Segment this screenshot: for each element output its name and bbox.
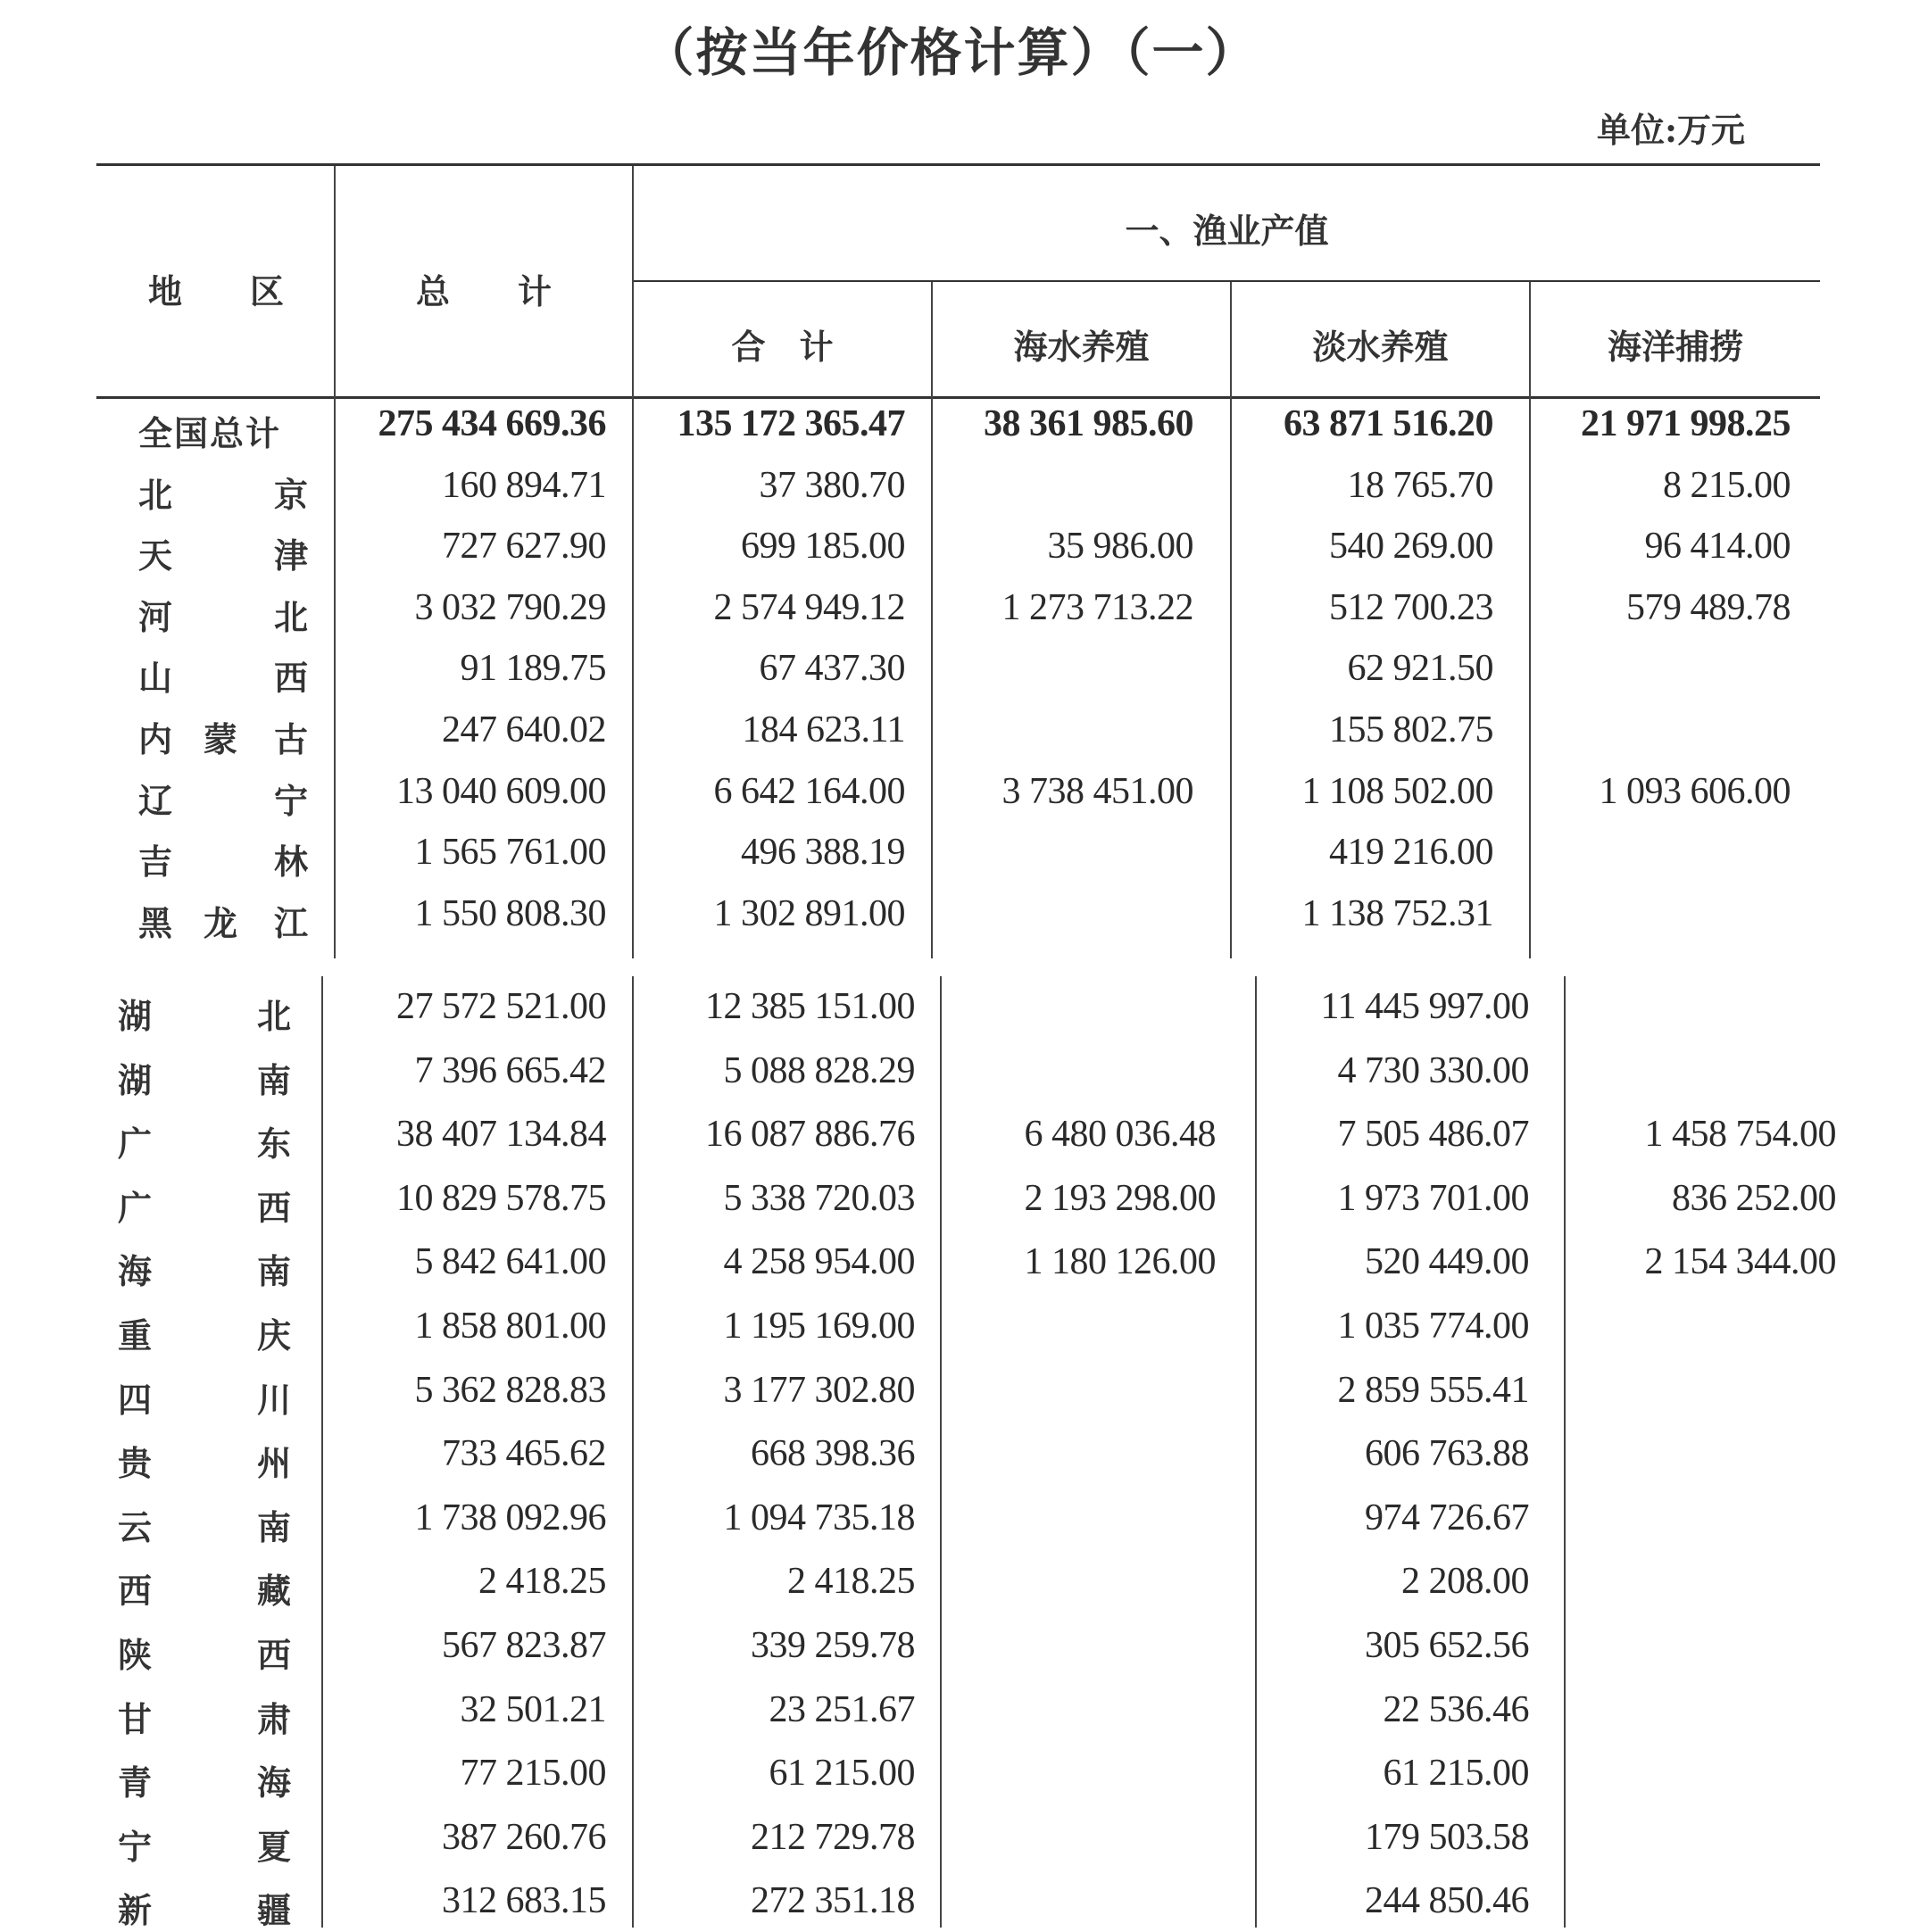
table-cell: 1 180 126.00 [1024, 1241, 1216, 1283]
table-cell: 7 396 665.42 [414, 1049, 606, 1091]
header-freshwater: 淡水养殖 [1312, 327, 1449, 367]
group-rule [632, 280, 1820, 282]
region-label: 青 [118, 1762, 153, 1803]
table-cell: 5 088 828.29 [723, 1049, 915, 1091]
table-cell: 2 418.25 [478, 1561, 606, 1603]
region-label: 蒙 [204, 719, 238, 759]
table-cell: 3 738 451.00 [1001, 770, 1193, 812]
table-cell: 699 185.00 [741, 526, 905, 568]
table-cell: 5 362 828.83 [414, 1369, 606, 1411]
region-label: 西 [274, 658, 309, 699]
table-cell: 77 215.00 [460, 1753, 606, 1795]
table-cell: 61 215.00 [769, 1753, 915, 1795]
table-cell: 1 093 606.00 [1599, 770, 1791, 812]
region-label: 江 [274, 902, 309, 943]
table-cell: 155 802.75 [1329, 709, 1493, 750]
region-label: 甘 [118, 1698, 153, 1739]
table-cell: 6 480 036.48 [1024, 1114, 1216, 1156]
region-label: 广 [118, 1124, 153, 1165]
header-bottom-rule [96, 396, 1820, 399]
table-cell: 12 385 151.00 [705, 986, 915, 1027]
table-cell: 37 380.70 [759, 464, 905, 506]
region-label: 广 [118, 1187, 153, 1228]
region-label: 南 [257, 1251, 292, 1292]
region-label: 东 [257, 1124, 292, 1165]
region-label: 南 [257, 1506, 292, 1547]
table-cell: 61 215.00 [1383, 1753, 1529, 1795]
table-cell: 512 700.23 [1329, 586, 1493, 628]
table-cell: 244 850.46 [1365, 1880, 1529, 1922]
table-cell: 272 351.18 [751, 1880, 915, 1922]
region-label: 州 [257, 1443, 292, 1484]
region-label: 古 [274, 719, 309, 759]
table-cell: 5 338 720.03 [723, 1177, 915, 1219]
table-cell: 212 729.78 [751, 1816, 915, 1858]
col-divider [321, 976, 323, 1928]
col-divider [632, 166, 634, 958]
table-cell: 27 572 521.00 [396, 986, 606, 1027]
table-cell: 275 434 669.36 [378, 403, 606, 444]
header-fishery-group: 一、渔业产值 [1125, 211, 1329, 251]
table-cell: 3 177 302.80 [723, 1369, 915, 1411]
table-cell: 974 726.67 [1365, 1497, 1529, 1538]
table-cell: 312 683.15 [442, 1880, 606, 1922]
table-cell: 160 894.71 [442, 464, 606, 506]
table-cell: 11 445 997.00 [1320, 986, 1529, 1027]
table-cell: 38 407 134.84 [396, 1114, 606, 1156]
table-cell: 32 501.21 [460, 1688, 606, 1730]
region-label: 吉 [138, 842, 173, 883]
top-rule [96, 163, 1820, 166]
table-cell: 7 505 486.07 [1337, 1114, 1529, 1156]
region-label: 陕 [118, 1635, 153, 1675]
col-divider [931, 282, 933, 958]
table-cell: 668 398.36 [751, 1433, 915, 1475]
header-mariculture: 海水养殖 [1013, 327, 1150, 367]
header-subtotal: 合 计 [731, 327, 834, 367]
table-cell: 10 829 578.75 [396, 1177, 606, 1219]
region-label: 内 [138, 719, 173, 759]
table-cell: 91 189.75 [460, 648, 606, 690]
table-cell: 23 251.67 [769, 1688, 915, 1730]
region-label: 贵 [118, 1443, 153, 1484]
region-label: 海 [257, 1762, 292, 1803]
table-cell: 1 858 801.00 [414, 1306, 606, 1347]
region-label: 京 [274, 474, 309, 515]
region-label: 林 [274, 842, 309, 883]
table-cell: 836 252.00 [1672, 1177, 1836, 1219]
table-cell: 419 216.00 [1329, 832, 1493, 874]
table-cell: 67 437.30 [759, 648, 905, 690]
col-divider [632, 976, 634, 1928]
col-divider [1529, 282, 1531, 958]
region-label: 北 [257, 996, 292, 1036]
table-cell: 63 871 516.20 [1284, 403, 1493, 444]
table-cell: 13 040 609.00 [396, 770, 606, 812]
table-cell: 6 642 164.00 [713, 770, 905, 812]
region-label: 重 [118, 1315, 153, 1356]
region-label: 津 [274, 535, 309, 576]
col-divider [1255, 976, 1257, 1928]
table-title: （按当年价格计算）（一） [642, 22, 1259, 83]
region-label: 四 [118, 1379, 153, 1420]
table-cell: 1 458 754.00 [1644, 1114, 1836, 1156]
region-label: 藏 [257, 1571, 292, 1612]
table-cell: 184 623.11 [742, 709, 905, 750]
header-marine-capture: 海洋捕捞 [1607, 327, 1743, 367]
table-cell: 96 414.00 [1644, 526, 1791, 568]
table-cell: 22 536.46 [1383, 1688, 1529, 1730]
table-cell: 520 449.00 [1365, 1241, 1529, 1283]
table-cell: 496 388.19 [741, 832, 905, 874]
table-cell: 247 640.02 [442, 709, 606, 750]
region-label: 西 [257, 1187, 292, 1228]
table-cell: 339 259.78 [751, 1625, 915, 1666]
table-cell: 1 973 701.00 [1337, 1177, 1529, 1219]
table-cell: 540 269.00 [1329, 526, 1493, 568]
region-label: 南 [257, 1059, 292, 1100]
table-cell: 2 154 344.00 [1644, 1241, 1836, 1283]
table-cell: 35 986.00 [1047, 526, 1193, 568]
table-cell: 2 208.00 [1401, 1561, 1529, 1603]
table-cell: 733 465.62 [442, 1433, 606, 1475]
region-label: 宁 [274, 780, 309, 821]
table-cell: 1 738 092.96 [414, 1497, 606, 1538]
region-label: 云 [118, 1506, 153, 1547]
region-label: 夏 [257, 1826, 292, 1867]
table-cell: 1 195 169.00 [723, 1306, 915, 1347]
region-label: 辽 [138, 780, 173, 821]
table-cell: 1 035 774.00 [1337, 1306, 1529, 1347]
col-divider [940, 976, 942, 1928]
region-label: 龙 [204, 902, 238, 943]
region-label: 湖 [118, 996, 153, 1036]
table-cell: 727 627.90 [442, 526, 606, 568]
region-label: 北 [138, 474, 173, 515]
table-cell: 1 302 891.00 [713, 892, 905, 934]
table-cell: 305 652.56 [1365, 1625, 1529, 1666]
region-label: 川 [257, 1379, 292, 1420]
region-label: 湖 [118, 1059, 153, 1100]
col-divider [1230, 282, 1232, 958]
table-cell: 1 273 713.22 [1001, 586, 1193, 628]
table-cell: 4 730 330.00 [1337, 1049, 1529, 1091]
table-cell: 179 503.58 [1365, 1816, 1529, 1858]
region-label: 西 [118, 1571, 153, 1612]
region-label: 庆 [257, 1315, 292, 1356]
table-cell: 62 921.50 [1347, 648, 1493, 690]
table-cell: 135 172 365.47 [677, 403, 905, 444]
table-cell: 3 032 790.29 [414, 586, 606, 628]
region-label: 黑 [138, 902, 173, 943]
region-label: 天 [138, 535, 173, 576]
table-cell: 567 823.87 [442, 1625, 606, 1666]
table-cell: 8 215.00 [1663, 464, 1791, 506]
col-divider [1564, 976, 1566, 1928]
table-cell: 16 087 886.76 [705, 1114, 915, 1156]
table-cell: 21 971 998.25 [1581, 403, 1791, 444]
table-cell: 1 138 752.31 [1301, 892, 1493, 934]
region-label: 山 [138, 658, 173, 699]
table-cell: 1 094 735.18 [723, 1497, 915, 1538]
table-cell: 1 108 502.00 [1301, 770, 1493, 812]
table-cell: 18 765.70 [1347, 464, 1493, 506]
region-label: 河 [138, 596, 173, 637]
table-cell: 4 258 954.00 [723, 1241, 915, 1283]
region-label: 肃 [257, 1698, 292, 1739]
header-total: 总 计 [415, 271, 552, 311]
table-cell: 606 763.88 [1365, 1433, 1529, 1475]
region-label: 疆 [257, 1890, 292, 1931]
table-cell: 2 859 555.41 [1337, 1369, 1529, 1411]
region-label: 海 [118, 1251, 153, 1292]
region-label: 北 [274, 596, 309, 637]
table-cell: 2 193 298.00 [1024, 1177, 1216, 1219]
table-cell: 579 489.78 [1626, 586, 1791, 628]
table-cell: 1 565 761.00 [414, 832, 606, 874]
region-label: 全国总计 [138, 413, 282, 453]
unit-label: 单位:万元 [1596, 110, 1745, 150]
region-label: 宁 [118, 1826, 153, 1867]
region-label: 新 [118, 1890, 153, 1931]
table-cell: 5 842 641.00 [414, 1241, 606, 1283]
header-region: 地 区 [147, 271, 284, 311]
region-label: 西 [257, 1635, 292, 1675]
table-cell: 38 361 985.60 [984, 403, 1193, 444]
table-cell: 387 260.76 [442, 1816, 606, 1858]
table-cell: 2 574 949.12 [713, 586, 905, 628]
table-cell: 2 418.25 [787, 1561, 915, 1603]
table-cell: 1 550 808.30 [414, 892, 606, 934]
